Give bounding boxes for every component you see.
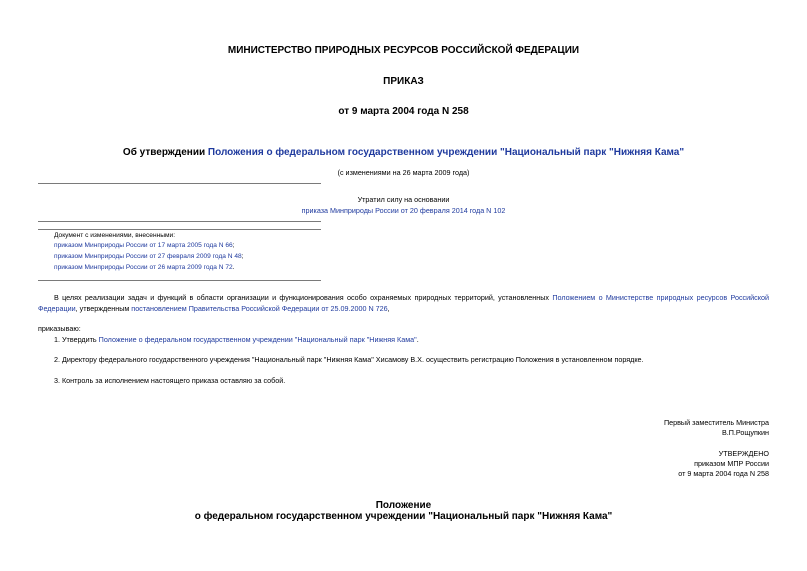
document-title xyxy=(0,147,807,158)
ministry-heading: МИНИСТЕРСТВО ПРИРОДНЫХ РЕСУРСОВ РОССИЙСКОЙ ФЕДЕРАЦИИ xyxy=(227,45,580,56)
document-type: ПРИКАЗ xyxy=(383,76,424,87)
order-item-1 xyxy=(54,335,419,344)
changes-item-link[interactable]: приказом Минприроды России от 27 февраля 2009 года N 48 xyxy=(54,253,242,260)
changes-item-suffix: ; xyxy=(241,253,244,260)
changes-item-suffix: ; xyxy=(232,242,235,249)
document-title-prefix: Об утверждении xyxy=(122,147,208,158)
divider-changes-bottom xyxy=(38,280,321,281)
order-word: приказываю: xyxy=(38,324,81,333)
approved-label: УТВЕРЖДЕНО xyxy=(718,449,769,458)
order-item-text: . xyxy=(416,335,419,344)
document-title-link[interactable]: Положения о федеральном государственном учреждении "Национальный парк "Нижняя Кама" xyxy=(207,147,685,158)
divider-changes-top-2 xyxy=(38,229,321,230)
amended-note: (с изменениями на 26 марта 2009 года) xyxy=(337,168,470,177)
changes-item xyxy=(54,253,244,260)
changes-item-link[interactable]: приказом Минприроды России от 26 марта 2009 года N 72 xyxy=(54,264,233,271)
preamble-paragraph xyxy=(38,292,769,314)
repealed-note: Утратил силу на основании xyxy=(357,195,450,204)
government-decree-link[interactable]: постановлением Правительства Российской Федерации от 25.09.2000 N 726 xyxy=(131,304,388,313)
changes-item xyxy=(54,242,235,249)
document-date-number: от 9 марта 2004 года N 258 xyxy=(338,106,469,117)
order-item-text: 1. Утвердить xyxy=(54,335,99,344)
changes-item xyxy=(54,264,235,271)
signer-position: Первый заместитель Министра xyxy=(663,418,769,427)
preamble-text: , утвержденным xyxy=(75,304,132,313)
order-item-2: 2. Директору федерального государственного учреждения "Национальный парк "Нижняя Кама" Хисамову В.Х. осуществить регистрацию Положения в установленном порядке. xyxy=(54,355,644,364)
changes-item-suffix: . xyxy=(232,264,235,271)
signer-name: В.П.Рощупкин xyxy=(721,428,769,437)
section-subtitle: о федеральном государственном учреждении "Национальный парк "Нижняя Кама" xyxy=(194,511,613,522)
section-title: Положение xyxy=(375,500,432,511)
preamble-text: , xyxy=(387,304,390,313)
divider-changes-top-1 xyxy=(38,221,321,222)
regulation-link[interactable]: Положением о Министерстве природных ресурсов Российской Федерации xyxy=(38,293,769,313)
approved-regulation-link[interactable]: Положение о федеральном государственном учреждении "Национальный парк "Нижняя Кама" xyxy=(98,335,417,344)
order-item-3: 3. Контроль за исполнением настоящего приказа оставляю за собой. xyxy=(54,376,286,385)
changes-intro: Документ с изменениями, внесенными: xyxy=(54,232,176,239)
repealed-link[interactable]: приказа Минприроды России от 20 февраля 2014 года N 102 xyxy=(301,206,506,215)
divider-top xyxy=(38,183,321,184)
preamble-text: В целях реализации задач и функций в области организации и функционирования особо охраняемых природных территорий, установленных xyxy=(54,293,553,302)
changes-item-link[interactable]: приказом Минприроды России от 17 марта 2005 года N 66 xyxy=(54,242,233,249)
approved-date: от 9 марта 2004 года N 258 xyxy=(678,469,769,478)
approved-by: приказом МПР России xyxy=(694,459,769,468)
